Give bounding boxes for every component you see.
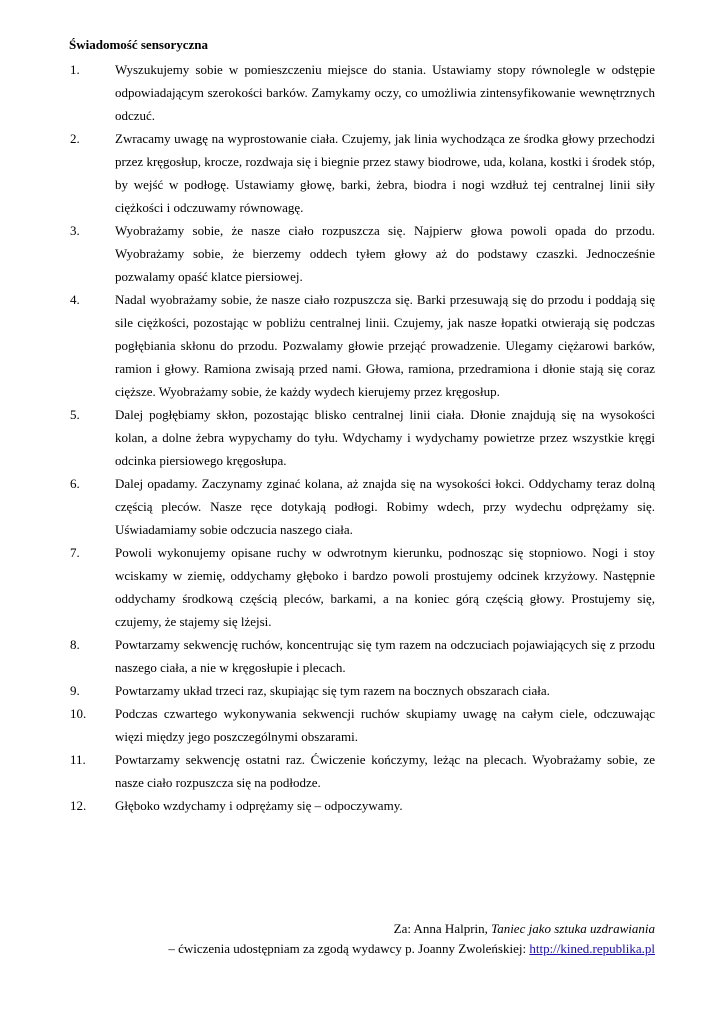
list-item <box>0 127 724 219</box>
item-text: Zwracamy uwagę na wyprostowanie ciała. Czujemy, jak linia wychodząca ze środka głowy przechodzi przez kręgosłup, krocze, rozdwaja się i biegnie przez stawy biodrowe, uda, kolana, kostki i środek stóp, by wejść w podłogę. Ustawiamy głowę, barki, żebra, biodra i nogi wzdłuż tej centralnej linii siły ciężkości i odczuwamy równowagę. <box>115 131 655 215</box>
item-text: Wyszukujemy sobie w pomieszczeniu miejsce do stania. Ustawiamy stopy równolegle w odstępie odpowiadającym szerokości barków. Zamykamy oczy, co umożliwia zintensyfikowanie wewnętrznych odczuć. <box>115 62 655 123</box>
publisher-link[interactable]: http://kined.republika.pl <box>529 941 655 956</box>
item-number: 7. <box>70 545 80 560</box>
list-item <box>0 702 724 748</box>
list-item <box>0 541 724 633</box>
item-text: Powtarzamy sekwencję ruchów, koncentrując się tym razem na odczuciach pojawiających się z przodu naszego ciała, a nie w kręgosłupie i plecach. <box>115 637 655 675</box>
item-number: 11. <box>70 752 86 767</box>
list-item <box>0 679 724 702</box>
item-text: Wyobrażamy sobie, że nasze ciało rozpuszcza się. Najpierw głowa powoli opada do przodu. Wyobrażamy sobie, że bierzemy oddech tyłem głowy aż do podstawy czaszki. Jednocześnie pozwalamy opaść klatce piersiowej. <box>115 223 655 284</box>
list-item <box>0 748 724 794</box>
list-item <box>0 472 724 541</box>
item-number: 12. <box>70 798 87 813</box>
permission-text: – ćwiczenia udostępniam za zgodą wydawcy p. Joanny Zwoleńskiej: <box>168 941 530 956</box>
item-number: 1. <box>70 62 80 77</box>
item-text: Powtarzamy układ trzeci raz, skupiając się tym razem na bocznych obszarach ciała. <box>115 683 550 698</box>
source-footer <box>35 919 655 959</box>
item-text: Głęboko wzdychamy i odprężamy się – odpoczywamy. <box>115 798 403 813</box>
item-number: 10. <box>70 706 87 721</box>
item-number: 3. <box>70 223 80 238</box>
list-item <box>0 288 724 403</box>
item-number: 5. <box>70 407 80 422</box>
item-text: Nadal wyobrażamy sobie, że nasze ciało rozpuszcza się. Barki przesuwają się do przodu i poddają się sile ciężkości, pozostając w pobliżu centralnej linii. Czujemy, jak nasze łopatki otwierają się podczas pogłębiania skłonu do przodu. Pozwalamy głowie przejąć prowadzenie. Ulegamy ciężarowi barków, ramion i głowy. Ramiona zwisają przed nami. Głowa, ramiona, przedramiona i dłonie stają się coraz cięższe. Wyobrażamy sobie, że każdy wydech kierujemy przez kręgosłup. <box>115 292 655 399</box>
document-title: Świadomość sensoryczna <box>69 37 209 52</box>
item-text: Podczas czwartego wykonywania sekwencji ruchów skupiamy uwagę na całym ciele, odczuwając więzi między jego poszczególnymi obszarami. <box>115 706 655 744</box>
item-text: Powoli wykonujemy opisane ruchy w odwrotnym kierunku, podnosząc się stopniowo. Nogi i stoy wciskamy w ziemię, oddychamy głęboko i bardzo powoli prostujemy odcinek krzyżowy. Następnie oddychamy środkową częścią pleców, barkami, a na koniec górą częścią głowy. Prostujemy się, czujemy, że stajemy się lżejsi. <box>115 545 655 629</box>
list-item <box>0 794 724 817</box>
list-item <box>0 219 724 288</box>
item-text: Powtarzamy sekwencję ostatni raz. Ćwiczenie kończymy, leżąc na plecach. Wyobrażamy sobie, ze nasze ciało rozpuszcza się na podłodze. <box>115 752 655 790</box>
list-item <box>0 633 724 679</box>
source-prefix: Za: Anna Halprin, <box>393 921 492 936</box>
item-number: 4. <box>70 292 80 307</box>
source-work-title: Taniec jako sztuka uzdrawiania <box>491 921 655 936</box>
item-number: 9. <box>70 683 80 698</box>
instruction-list <box>0 58 724 817</box>
item-text: Dalej pogłębiamy skłon, pozostając blisko centralnej linii ciała. Dłonie znajdują się na wysokości kolan, a dolne żebra wypychamy do tyłu. Wdychamy i wydychamy powietrze przez wszystkie kręgi odcinka piersiowego kręgosłupa. <box>115 407 655 468</box>
list-item <box>0 403 724 472</box>
source-citation <box>35 919 655 939</box>
permission-note <box>35 939 655 959</box>
item-number: 2. <box>70 131 80 146</box>
item-text: Dalej opadamy. Zaczynamy zginać kolana, aż znajda się na wysokości łokci. Oddychamy teraz dolną częścią pleców. Nasze ręce dotykają podłogi. Robimy wdech, przy wydechu odprężamy się. Uświadamiamy sobie odczucia naszego ciała. <box>115 476 655 537</box>
list-item <box>0 58 724 127</box>
item-number: 6. <box>70 476 80 491</box>
item-number: 8. <box>70 637 80 652</box>
